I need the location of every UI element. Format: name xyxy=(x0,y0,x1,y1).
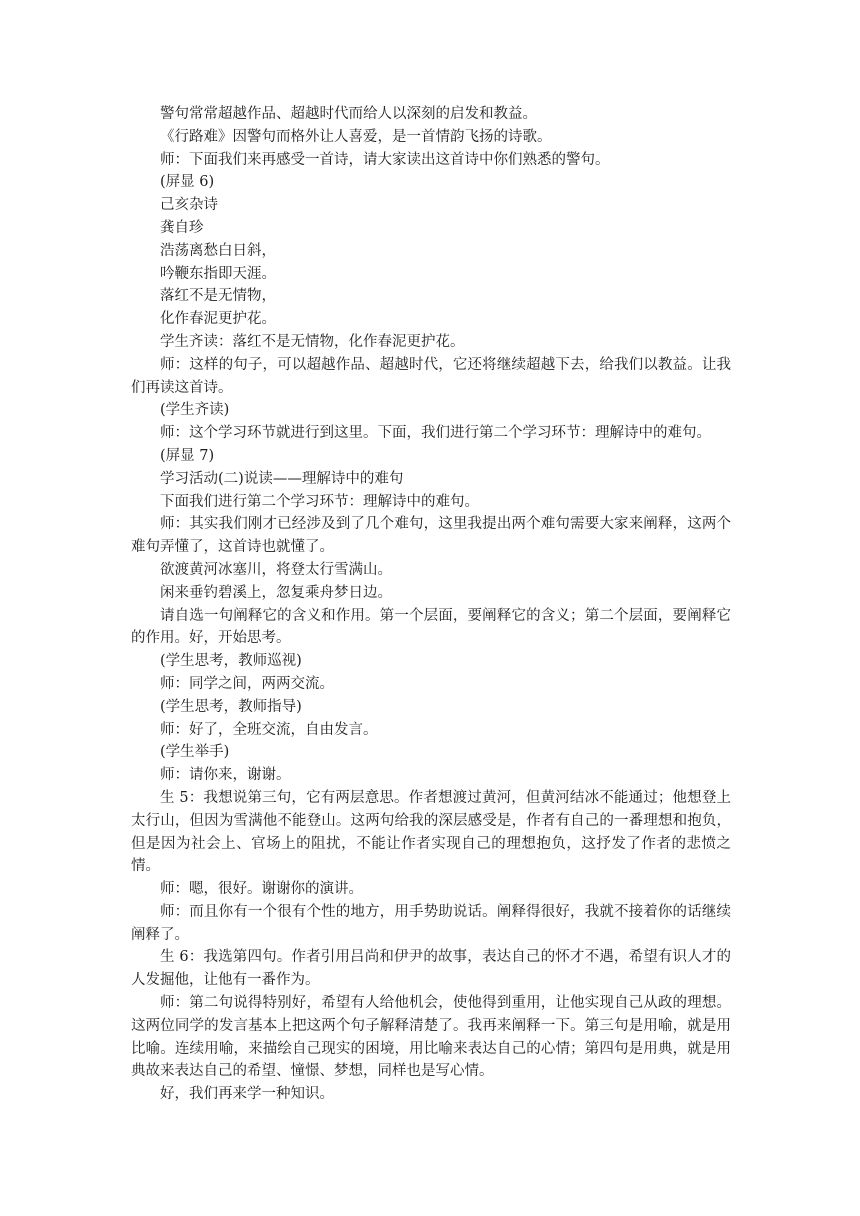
quote-line: 欲渡黄河冰塞川，将登太行雪满山。 xyxy=(160,561,392,578)
paragraph: 师：同学之间，两两交流。 xyxy=(160,675,334,692)
paragraph: (学生思考，教师指导) xyxy=(160,698,302,715)
paragraph: 好，我们再来学一种知识。 xyxy=(160,1086,334,1103)
paragraph: 师：第二句说得特别好，希望有人给他机会，使他得到重用，让他实现自己从政的理想。这两位同学的发言基本上把这两个句子解释清楚了。我再来阐释一下。第三句是用喻，就是用比喻。连续用喻，来描绘自己现实的困境，用比喻来表达自己的心情；第四句是用典，就是用典故来表达自己的希望、憧憬、梦想，同样也是写心情。 xyxy=(131,995,731,1080)
paragraph: 警句常常超越作品、超越时代而给人以深刻的启发和教益。 xyxy=(160,106,537,122)
paragraph: (屏显 6) xyxy=(160,174,215,191)
poem-title: 己亥杂诗 xyxy=(160,197,218,214)
poem-line: 吟鞭东指即天涯。 xyxy=(160,265,276,282)
poem-line: 落红不是无情物， xyxy=(160,288,276,305)
paragraph: (学生思考，教师巡视) xyxy=(160,653,302,670)
paragraph: 师：这个学习环节就进行到这里。下面，我们进行第二个学习环节：理解诗中的难句。 xyxy=(160,425,711,442)
paragraph: 师：这样的句子，可以超越作品、超越时代，它还将继续超越下去，给我们以教益。让我们再读这首诗。 xyxy=(131,356,731,396)
paragraph: 师：其实我们刚才已经涉及到了几个难句，这里我提出两个难句需要大家来阐释，这两个难句弄懂了，这首诗也就懂了。 xyxy=(131,516,731,556)
paragraph: 请自选一句阐释它的含义和作用。第一个层面，要阐释它的含义；第二个层面，要阐释它的作用。好，开始思考。 xyxy=(131,607,731,647)
paragraph: 生 5：我想说第三句，它有两层意思。作者想渡过黄河，但黄河结冰不能通过；他想登上太行山，但因为雪满他不能登山。这两句给我的深层感受是，作者有自己的一番理想和抱负，但是因为社会上、官场上的阻扰，不能让作者实现自己的理想抱负，这抒发了作者的悲愤之情。 xyxy=(131,789,731,875)
paragraph: 师：好了，全班交流，自由发言。 xyxy=(160,721,378,738)
paragraph: (学生举手) xyxy=(160,744,230,761)
paragraph: 师：请你来，谢谢。 xyxy=(160,767,291,784)
paragraph: (学生齐读) xyxy=(160,402,230,419)
section-heading: 学习活动(二)说读——理解诗中的难句 xyxy=(160,470,404,487)
paragraph: 师：下面我们来再感受一首诗，请大家读出这首诗中你们熟悉的警句。 xyxy=(160,151,610,168)
poem-line: 浩荡离愁白日斜， xyxy=(160,242,276,259)
paragraph: 师：嗯，很好。谢谢你的演讲。 xyxy=(160,881,363,898)
paragraph: 《行路难》因警句而格外让人喜爱，是一首情韵飞扬的诗歌。 xyxy=(160,128,552,145)
poem-author: 龚自珍 xyxy=(160,219,204,236)
paragraph: 师：而且你有一个很有个性的地方，用手势助说话。阐释得很好，我就不接着你的话继续阐释了。 xyxy=(131,903,731,943)
paragraph: 学生齐读：落红不是无情物，化作春泥更护花。 xyxy=(160,333,465,350)
quote-line: 闲来垂钓碧溪上，忽复乘舟梦日边。 xyxy=(160,584,392,601)
document-body xyxy=(131,103,731,1106)
paragraph: 生 6：我选第四句。作者引用吕尚和伊尹的故事，表达自己的怀才不遇，希望有识人才的人发掘他，让他有一番作为。 xyxy=(131,949,731,989)
paragraph: (屏显 7) xyxy=(160,447,215,464)
paragraph: 下面我们进行第二个学习环节：理解诗中的难句。 xyxy=(160,493,479,510)
poem-line: 化作春泥更护花。 xyxy=(160,311,276,328)
